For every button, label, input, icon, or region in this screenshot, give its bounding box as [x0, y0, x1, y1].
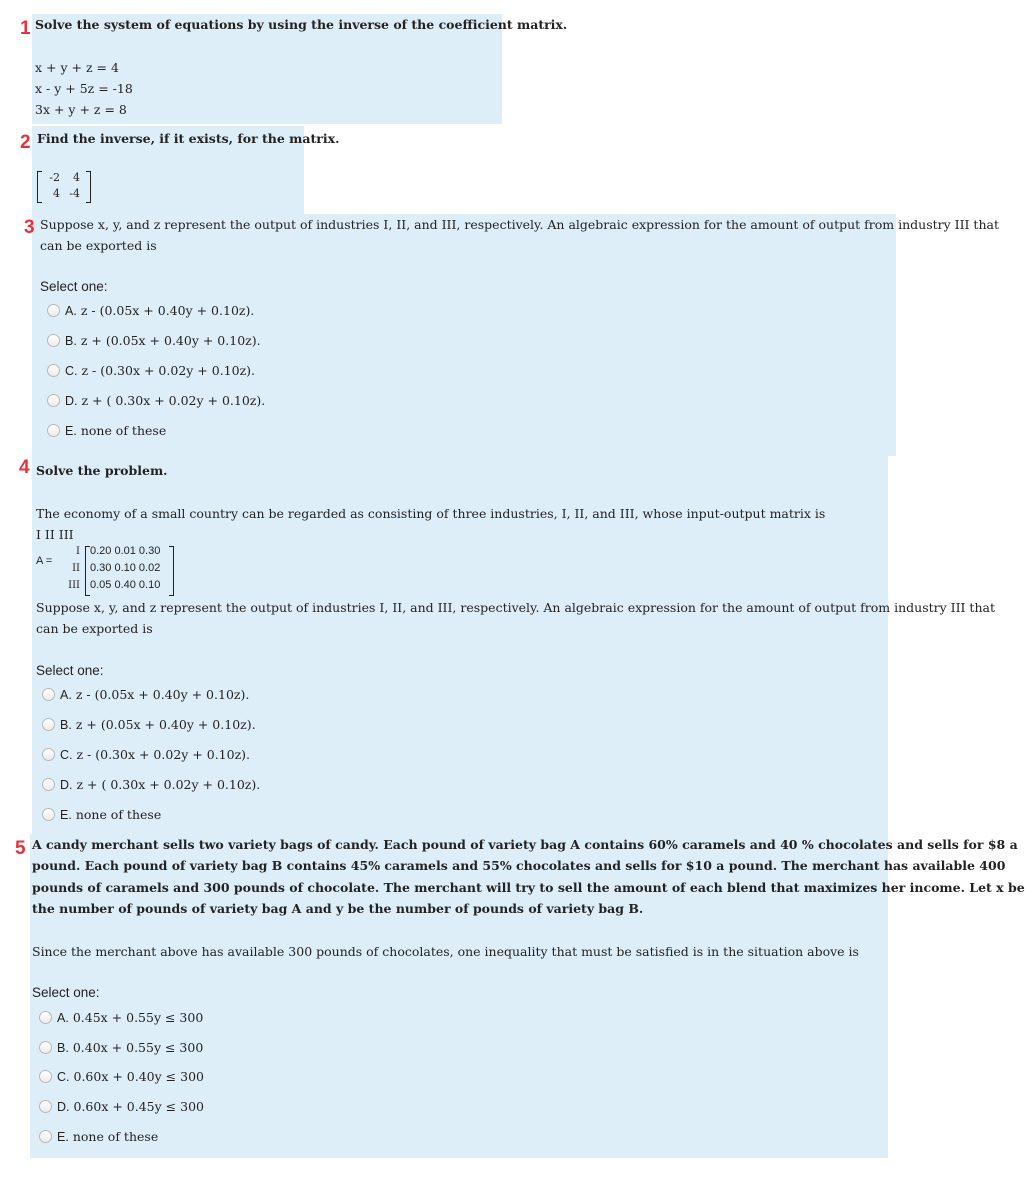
question-5-prompt-line2: pound. Each pound of variety bag B contains 45% caramels and 55% chocolates and sells for $10 a pound. The merchant has available 400 — [32, 858, 1006, 873]
question-4-intro: The economy of a small country can be regarded as consisting of three industries, I, II, and III, whose input-output matrix is — [36, 506, 826, 521]
radio-button[interactable] — [42, 778, 55, 791]
option-letter: D. — [60, 777, 73, 792]
question-5-option-e[interactable] — [39, 1129, 158, 1144]
radio-button[interactable] — [47, 364, 60, 377]
option-letter: D. — [57, 1099, 70, 1114]
question-3-prompt-line1: Suppose x, y, and z represent the output of industries I, II, and III, respectively. An algebraic expression for the amount of output from industry III that — [40, 217, 999, 232]
question-4-option-b[interactable] — [42, 717, 256, 732]
option-text: none of these — [75, 807, 162, 822]
radio-button[interactable] — [39, 1041, 52, 1054]
question-5-option-d[interactable] — [39, 1099, 204, 1114]
matrix-row-label: III — [68, 580, 80, 591]
radio-button[interactable] — [47, 304, 60, 317]
radio-button[interactable] — [42, 808, 55, 821]
option-text: z - (0.30x + 0.02y + 0.10z). — [81, 363, 256, 378]
question-1-prompt: Solve the system of equations by using the inverse of the coefficient matrix. — [35, 17, 568, 32]
equation-3: 3x + y + z = 8 — [35, 102, 127, 117]
question-3-prompt-line2: can be exported is — [40, 238, 157, 253]
matrix-cell: 4 — [53, 187, 60, 200]
radio-button[interactable] — [42, 748, 55, 761]
matrix-label: A = — [36, 555, 53, 567]
matrix-row-label: II — [72, 563, 80, 574]
option-letter: A. — [60, 687, 72, 702]
question-4-prompt-line2: can be exported is — [36, 621, 153, 636]
question-5-prompt-line3: pounds of caramels and 300 pounds of chocolate. The merchant will try to sell the amount of each blend that maximizes her income. Let x be — [32, 880, 1025, 895]
option-text: z - (0.30x + 0.02y + 0.10z). — [76, 747, 251, 762]
question-5-prompt-line4: the number of pounds of variety bag A and y be the number of pounds of variety bag B. — [32, 901, 644, 916]
question-5-number: 5 — [15, 838, 26, 859]
equation-2: x - y + 5z = -18 — [35, 81, 133, 96]
option-letter: B. — [57, 1040, 69, 1055]
question-1-number: 1 — [20, 18, 31, 39]
matrix-right-bracket — [86, 171, 91, 203]
radio-button[interactable] — [39, 1130, 52, 1143]
question-3-option-a[interactable] — [47, 303, 254, 318]
option-text: z + (0.05x + 0.40y + 0.10z). — [75, 717, 256, 732]
question-4-heading: Solve the problem. — [36, 463, 168, 478]
option-text: none of these — [72, 1129, 159, 1144]
option-text: z - (0.05x + 0.40y + 0.10z). — [75, 687, 250, 702]
option-text: 0.60x + 0.45y ≤ 300 — [73, 1099, 204, 1114]
question-3-option-d[interactable] — [47, 393, 265, 408]
option-text: 0.60x + 0.40y ≤ 300 — [73, 1069, 204, 1084]
matrix-row: 0.20 0.01 0.30 — [90, 545, 161, 557]
option-text: z + ( 0.30x + 0.02y + 0.10z). — [76, 777, 261, 792]
matrix-row: 0.05 0.40 0.10 — [90, 579, 161, 591]
option-letter: E. — [65, 423, 77, 438]
question-4-option-c[interactable] — [42, 747, 250, 762]
radio-button[interactable] — [47, 424, 60, 437]
question-5-prompt-line1: A candy merchant sells two variety bags of candy. Each pound of variety bag A contains 60% caramels and 40 % chocolates and sells for $8 a — [32, 837, 1018, 852]
question-2-prompt: Find the inverse, if it exists, for the matrix. — [37, 131, 340, 146]
option-letter: C. — [60, 747, 73, 762]
option-letter: C. — [65, 363, 78, 378]
matrix-cell: 4 — [73, 171, 80, 184]
option-letter: D. — [65, 393, 78, 408]
matrix-cell: -4 — [69, 187, 80, 200]
option-letter: C. — [57, 1069, 70, 1084]
option-letter: B. — [60, 717, 72, 732]
question-4-select-label: Select one: — [36, 663, 104, 678]
question-4-option-d[interactable] — [42, 777, 260, 792]
question-3-option-c[interactable] — [47, 363, 255, 378]
question-4-option-e[interactable] — [42, 807, 161, 822]
radio-button[interactable] — [47, 334, 60, 347]
option-text: 0.40x + 0.55y ≤ 300 — [72, 1040, 204, 1055]
option-letter: A. — [65, 303, 77, 318]
radio-button[interactable] — [42, 718, 55, 731]
question-5-option-a[interactable] — [39, 1010, 203, 1025]
matrix-right-bracket — [169, 546, 174, 596]
option-letter: B. — [65, 333, 77, 348]
radio-button[interactable] — [39, 1100, 52, 1113]
radio-button[interactable] — [47, 394, 60, 407]
equation-1: x + y + z = 4 — [35, 60, 119, 75]
option-text: none of these — [80, 423, 167, 438]
option-letter: A. — [57, 1010, 69, 1025]
question-5-option-b[interactable] — [39, 1040, 203, 1055]
matrix-row: 0.30 0.10 0.02 — [90, 562, 161, 574]
question-5-option-c[interactable] — [39, 1069, 204, 1084]
option-text: z - (0.05x + 0.40y + 0.10z). — [80, 303, 255, 318]
question-4-number: 4 — [19, 457, 30, 478]
question-3-option-e[interactable] — [47, 423, 166, 438]
option-text: 0.45x + 0.55y ≤ 300 — [72, 1010, 204, 1025]
option-text: z + ( 0.30x + 0.02y + 0.10z). — [81, 393, 266, 408]
matrix-column-labels: I II III — [36, 527, 74, 542]
question-4-prompt-line1: Suppose x, y, and z represent the output of industries I, II, and III, respectively. An algebraic expression for the amount of output from industry III that — [36, 600, 995, 615]
radio-button[interactable] — [42, 688, 55, 701]
question-3-number: 3 — [24, 217, 35, 238]
question-2-number: 2 — [20, 132, 31, 153]
option-text: z + (0.05x + 0.40y + 0.10z). — [80, 333, 261, 348]
radio-button[interactable] — [39, 1070, 52, 1083]
radio-button[interactable] — [39, 1011, 52, 1024]
option-letter: E. — [60, 807, 72, 822]
question-5-question: Since the merchant above has available 300 pounds of chocolates, one inequality that must be satisfied is in the situation above is — [32, 944, 859, 959]
question-4-option-a[interactable] — [42, 687, 249, 702]
question-3-option-b[interactable] — [47, 333, 261, 348]
question-3-select-label: Select one: — [40, 279, 108, 294]
matrix-row-label: I — [76, 546, 80, 557]
matrix-cell: -2 — [49, 171, 60, 184]
option-letter: E. — [57, 1129, 69, 1144]
question-5-select-label: Select one: — [32, 985, 100, 1000]
